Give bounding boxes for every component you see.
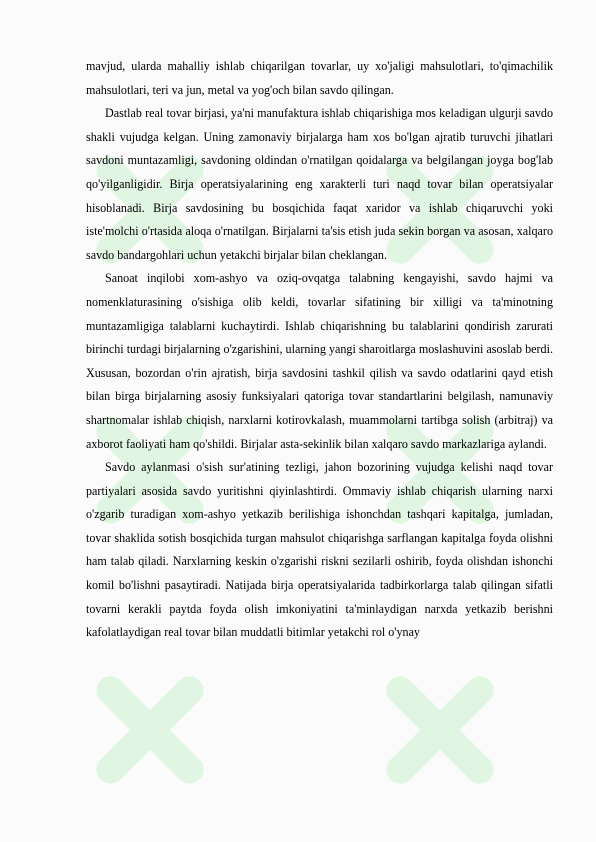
paragraph-industrial-revolution: Sanoat inqilobi xom-ashyo va oziq-ovqatga talabning kengayishi, savdo hajmi va nomenklaturasining o'sishiga olib keldi, tovarlar sifatining bir xilligi va ta'minotning muntazamligiga talablarni kuchaytirdi. Ishlab chiqarishning bu talablarini qondirish zarurati birinchi turdagi birjalarning o'zgarishini, ularning yangi sharoitlarga moslashuvini asoslab berdi. Xususan, bozordan o'rin ajratish, birja savdosini tashkil qilish va savdo odatlarini qayd etish bilan birga birjalarning asosiy funksiyalari qatoriga tovar standartlarini belgilash, namunaviy shartnomalar ishlab chiqish, narxlarni kotirovkalash, muammolarni tartibga solish (arbitraj) va axborot faoliyati ham qo'shildi. Birjalar asta-sekinlik bilan xalqaro savdo markazlariga aylandi. [86, 271, 553, 451]
paragraph-real-commodity-exchange: Dastlab real tovar birjasi, ya'ni manufaktura ishlab chiqarishiga mos keladigan ulgurji savdo shakli vujudga kelgan. Uning zamonaviy birjalarga ham xos bo'lgan ajratib turuvchi jihatlari savdoni muntazamligi, savdoning oldindan o'rnatilgan qoidalarga va belgilangan joyga bog'lab qo'yilganligidir. Birja operatsiyalarining eng xarakterli turi naqd tovar bilan operatsiyalar hisoblanadi. Birja savdosining bu bosqichida faqat xaridor va ishlab chiqaruvchi yoki iste'molchi o'rtasida aloqa o'rnatilgan. Birjalarni ta'sis etish juda sekin borgan va asosan, xalqaro savdo bandargohlari uchun yetakchi birjalar bilan cheklangan. [86, 106, 553, 262]
watermark-mark-6 [341, 631, 539, 829]
paragraph-continued: mavjud, ularda mahalliy ishlab chiqarilgan tovarlar, uy xo'jaligi mahsulotlari, to'qimachilik mahsulotlari, teri va jun, metal va yog'och bilan savdo qilingan. [86, 59, 553, 97]
watermark-mark-5 [51, 631, 249, 829]
document-body [86, 55, 553, 645]
paragraph-trade-turnover: Savdo aylanmasi o'sish sur'atining tezligi, jahon bozorining vujudga kelishi naqd tovar partiyalari asosida savdo yuritishni qiyinlashtirdi. Ommaviy ishlab chiqarish ularning narxi o'zgarib turadigan xom-ashyo yetkazib berilishiga ishonchdan tashqari kapitalga, jumladan, tovar shaklida sotish bosqichida turgan mahsulot chiqarishga sarflangan kapitalga foyda olishni ham talab qiladi. Narxlarning keskin o'zgarishi riskni sezilarli oshirib, foyda olishdan ishonchi komil bo'lishni pasaytiradi. Natijada birja operatsiyalarida tadbirkorlarga talab qilingan sifatli tovarni kerakli paytda foyda olish imkoniyatini ta'minlaydigan narxda yetkazib berishni kafolatlaydigan real tovar bilan muddatli bitimlar yetakchi rol o'ynay [86, 460, 553, 640]
